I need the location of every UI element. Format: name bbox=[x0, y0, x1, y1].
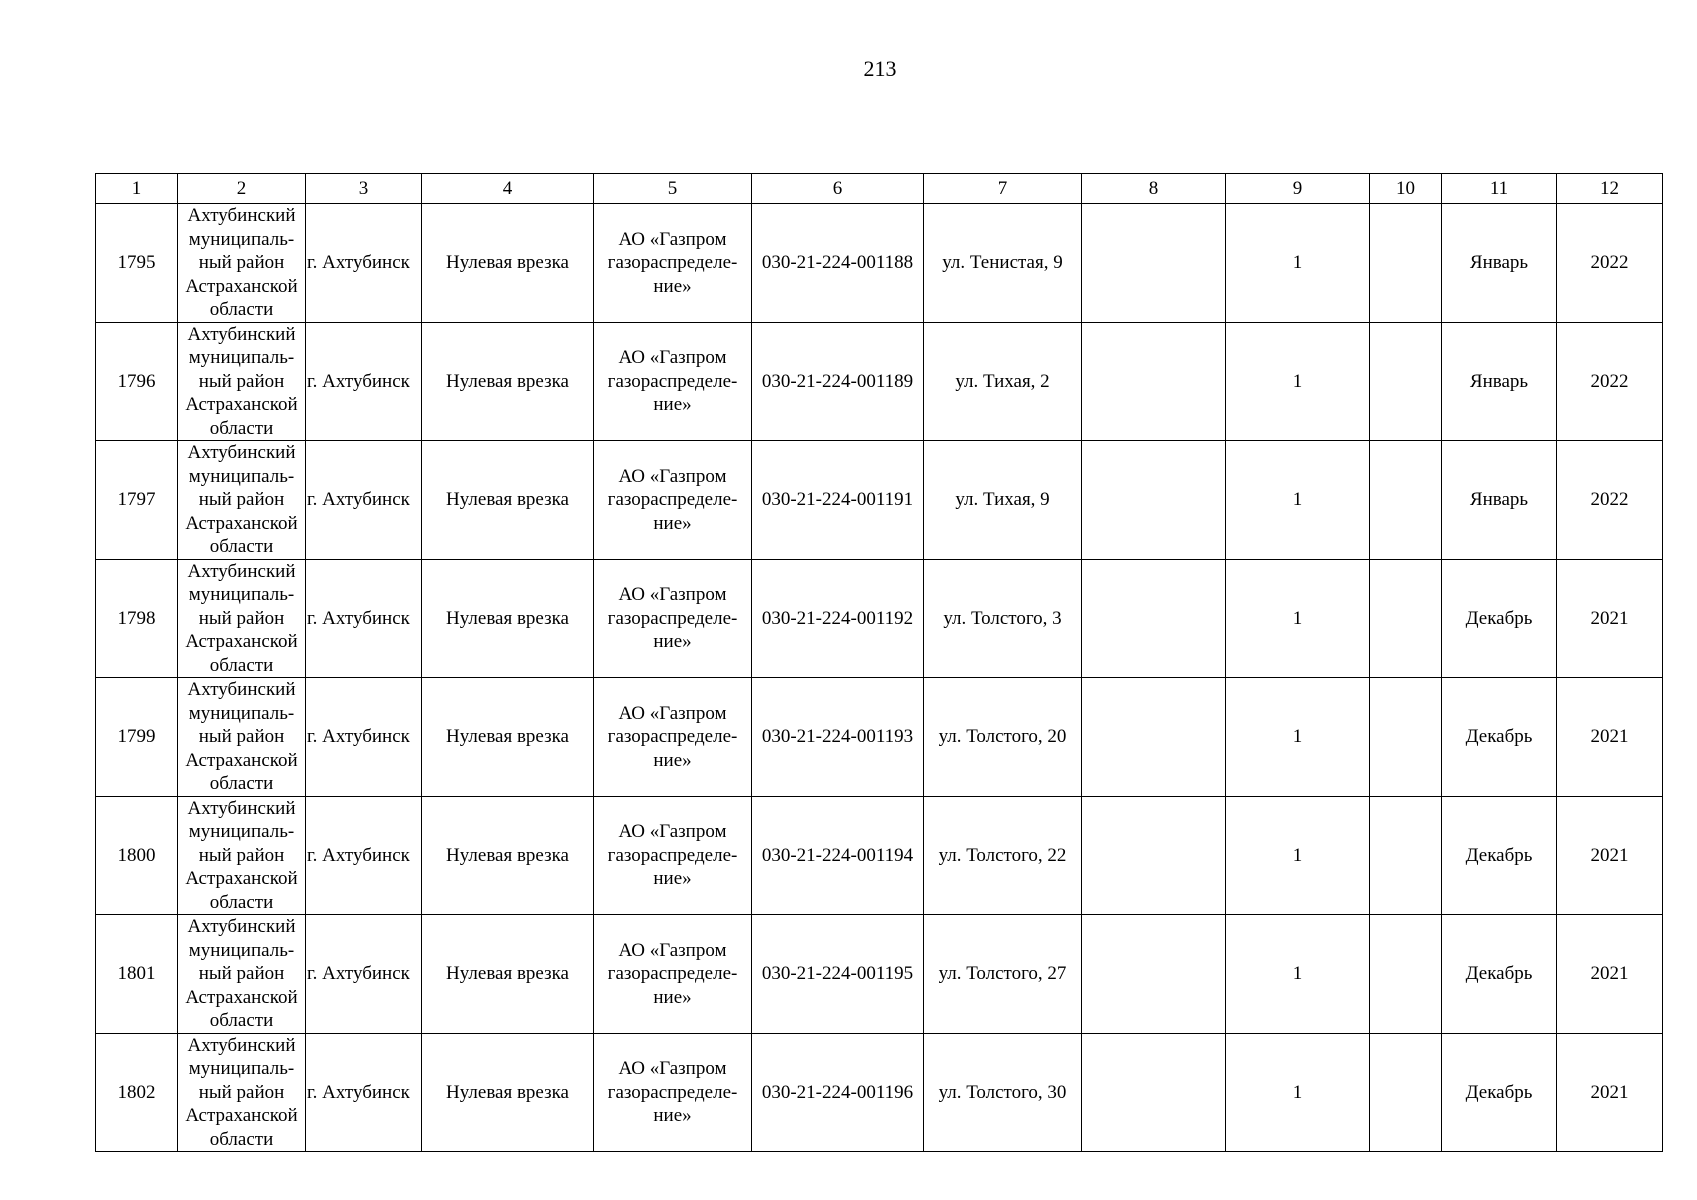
object-code-cell: 030-21-224-001188 bbox=[752, 204, 924, 323]
district-line: Астраханской bbox=[185, 868, 298, 889]
column-8-cell bbox=[1082, 441, 1226, 560]
page-number: 213 bbox=[863, 56, 897, 81]
count-cell: 1 bbox=[1226, 204, 1370, 323]
organization-line: ние» bbox=[653, 394, 692, 415]
district-line: области bbox=[209, 417, 274, 439]
count-cell: 1 bbox=[1226, 678, 1370, 797]
object-code-cell: 030-21-224-001193 bbox=[752, 678, 924, 797]
data-table bbox=[95, 173, 1663, 1152]
district-line: Ахтубинский bbox=[187, 797, 296, 819]
organization-line: АО «Газпром bbox=[618, 939, 727, 961]
row-number: 1798 bbox=[96, 559, 178, 678]
city-cell: г. Ахтубинск bbox=[306, 322, 422, 441]
district-line: Астраханской bbox=[185, 986, 298, 1008]
connection-type-cell: Нулевая врезка bbox=[422, 915, 594, 1034]
column-10-cell bbox=[1370, 1033, 1442, 1152]
district-line: муниципаль- bbox=[188, 584, 295, 605]
address-cell: ул. Толстого, 22 bbox=[924, 796, 1082, 915]
table-row bbox=[96, 441, 1663, 560]
organization-line: газораспределе- bbox=[607, 844, 738, 866]
column-header-4: 4 bbox=[422, 174, 594, 204]
month-cell: Январь bbox=[1442, 322, 1557, 441]
address-cell: ул. Тенистая, 9 bbox=[924, 204, 1082, 323]
year-cell: 2021 bbox=[1557, 1033, 1663, 1152]
city-cell: г. Ахтубинск bbox=[306, 1033, 422, 1152]
column-8-cell bbox=[1082, 678, 1226, 797]
district-line: области bbox=[209, 891, 274, 913]
column-header-7: 7 bbox=[924, 174, 1082, 204]
month-cell: Декабрь bbox=[1442, 559, 1557, 678]
object-code-cell: 030-21-224-001192 bbox=[752, 559, 924, 678]
district-line: области bbox=[209, 1128, 274, 1150]
district-line: Ахтубинский bbox=[187, 679, 296, 700]
column-10-cell bbox=[1370, 796, 1442, 915]
column-header-11: 11 bbox=[1442, 174, 1557, 204]
district-line: муниципаль- bbox=[188, 939, 295, 961]
address-cell: ул. Тихая, 2 bbox=[924, 322, 1082, 441]
object-code-cell: 030-21-224-001196 bbox=[752, 1033, 924, 1152]
district-line: Астраханской bbox=[185, 275, 298, 297]
row-number: 1802 bbox=[96, 1033, 178, 1152]
district-line: Ахтубинский bbox=[187, 1034, 296, 1056]
district-line: муниципаль- bbox=[188, 702, 295, 724]
count-cell: 1 bbox=[1226, 559, 1370, 678]
district-cell bbox=[178, 204, 306, 323]
table-row bbox=[96, 915, 1663, 1034]
district-cell bbox=[178, 796, 306, 915]
object-code-cell: 030-21-224-001194 bbox=[752, 796, 924, 915]
district-cell bbox=[178, 441, 306, 560]
connection-type-cell: Нулевая врезка bbox=[422, 1033, 594, 1152]
column-header-3: 3 bbox=[306, 174, 422, 204]
row-number: 1801 bbox=[96, 915, 178, 1034]
organization-line: АО «Газпром bbox=[618, 347, 727, 368]
organization-line: АО «Газпром bbox=[618, 584, 727, 605]
year-cell: 2021 bbox=[1557, 678, 1663, 797]
district-line: Астраханской bbox=[185, 1105, 298, 1126]
table-row bbox=[96, 322, 1663, 441]
district-line: ный район bbox=[198, 726, 285, 747]
organization-cell bbox=[594, 204, 752, 323]
organization-line: АО «Газпром bbox=[618, 821, 727, 842]
organization-line: ние» bbox=[653, 512, 692, 534]
district-cell bbox=[178, 322, 306, 441]
column-8-cell bbox=[1082, 796, 1226, 915]
month-cell: Январь bbox=[1442, 441, 1557, 560]
table-row bbox=[96, 204, 1663, 323]
column-8-cell bbox=[1082, 204, 1226, 323]
organization-line: АО «Газпром bbox=[618, 702, 727, 724]
district-cell bbox=[178, 559, 306, 678]
organization-line: ние» bbox=[653, 1105, 692, 1126]
year-cell: 2021 bbox=[1557, 915, 1663, 1034]
district-line: ный район bbox=[198, 963, 285, 984]
organization-line: газораспределе- bbox=[607, 963, 738, 984]
district-line: Ахтубинский bbox=[187, 323, 296, 345]
table-row bbox=[96, 678, 1663, 797]
column-header-6: 6 bbox=[752, 174, 924, 204]
district-line: ный район bbox=[198, 370, 285, 392]
organization-line: АО «Газпром bbox=[618, 1058, 727, 1079]
column-10-cell bbox=[1370, 441, 1442, 560]
column-header-5: 5 bbox=[594, 174, 752, 204]
column-8-cell bbox=[1082, 915, 1226, 1034]
district-line: области bbox=[209, 1010, 274, 1031]
organization-line: АО «Газпром bbox=[618, 465, 727, 487]
district-line: ный район bbox=[198, 1081, 285, 1103]
month-cell: Декабрь bbox=[1442, 678, 1557, 797]
connection-type-cell: Нулевая врезка bbox=[422, 796, 594, 915]
address-cell: ул. Тихая, 9 bbox=[924, 441, 1082, 560]
city-cell: г. Ахтубинск bbox=[306, 441, 422, 560]
column-header-12: 12 bbox=[1557, 174, 1663, 204]
address-cell: ул. Толстого, 3 bbox=[924, 559, 1082, 678]
table-row bbox=[96, 796, 1663, 915]
object-code-cell: 030-21-224-001191 bbox=[752, 441, 924, 560]
district-line: ный район bbox=[198, 607, 285, 629]
year-cell: 2021 bbox=[1557, 559, 1663, 678]
organization-line: газораспределе- bbox=[607, 607, 738, 629]
city-cell: г. Ахтубинск bbox=[306, 678, 422, 797]
connection-type-cell: Нулевая врезка bbox=[422, 559, 594, 678]
column-10-cell bbox=[1370, 915, 1442, 1034]
district-line: муниципаль- bbox=[188, 347, 295, 368]
organization-line: ние» bbox=[653, 275, 692, 297]
district-line: муниципаль- bbox=[188, 465, 295, 487]
count-cell: 1 bbox=[1226, 322, 1370, 441]
organization-cell bbox=[594, 915, 752, 1034]
column-10-cell bbox=[1370, 322, 1442, 441]
address-cell: ул. Толстого, 30 bbox=[924, 1033, 1082, 1152]
district-cell bbox=[178, 678, 306, 797]
district-line: ный район bbox=[198, 844, 285, 866]
year-cell: 2022 bbox=[1557, 322, 1663, 441]
column-header-1: 1 bbox=[96, 174, 178, 204]
object-code-cell: 030-21-224-001189 bbox=[752, 322, 924, 441]
connection-type-cell: Нулевая врезка bbox=[422, 204, 594, 323]
month-cell: Декабрь bbox=[1442, 796, 1557, 915]
district-line: муниципаль- bbox=[188, 228, 295, 250]
district-line: области bbox=[209, 654, 274, 676]
object-code-cell: 030-21-224-001195 bbox=[752, 915, 924, 1034]
table-row bbox=[96, 1033, 1663, 1152]
year-cell: 2022 bbox=[1557, 204, 1663, 323]
organization-cell bbox=[594, 678, 752, 797]
district-line: области bbox=[209, 536, 274, 557]
row-number: 1797 bbox=[96, 441, 178, 560]
organization-line: газораспределе- bbox=[607, 726, 738, 747]
column-8-cell bbox=[1082, 1033, 1226, 1152]
district-line: Ахтубинский bbox=[187, 205, 296, 226]
column-8-cell bbox=[1082, 322, 1226, 441]
column-8-cell bbox=[1082, 559, 1226, 678]
count-cell: 1 bbox=[1226, 915, 1370, 1034]
column-10-cell bbox=[1370, 678, 1442, 797]
year-cell: 2021 bbox=[1557, 796, 1663, 915]
month-cell: Январь bbox=[1442, 204, 1557, 323]
header-row bbox=[96, 174, 1663, 204]
count-cell: 1 bbox=[1226, 441, 1370, 560]
address-cell: ул. Толстого, 27 bbox=[924, 915, 1082, 1034]
district-line: Астраханской bbox=[185, 394, 298, 415]
organization-line: АО «Газпром bbox=[618, 228, 727, 250]
organization-line: ние» bbox=[653, 986, 692, 1008]
organization-line: газораспределе- bbox=[607, 1081, 738, 1103]
row-number: 1799 bbox=[96, 678, 178, 797]
organization-cell bbox=[594, 796, 752, 915]
column-10-cell bbox=[1370, 204, 1442, 323]
organization-cell bbox=[594, 1033, 752, 1152]
district-line: Астраханской bbox=[185, 749, 298, 771]
column-header-10: 10 bbox=[1370, 174, 1442, 204]
organization-line: ние» bbox=[653, 868, 692, 889]
district-line: области bbox=[209, 773, 274, 794]
count-cell: 1 bbox=[1226, 796, 1370, 915]
district-line: ный район bbox=[198, 489, 285, 510]
year-cell: 2022 bbox=[1557, 441, 1663, 560]
city-cell: г. Ахтубинск bbox=[306, 915, 422, 1034]
district-line: Астраханской bbox=[185, 631, 298, 652]
connection-type-cell: Нулевая врезка bbox=[422, 441, 594, 560]
column-header-9: 9 bbox=[1226, 174, 1370, 204]
district-cell bbox=[178, 915, 306, 1034]
table-row bbox=[96, 559, 1663, 678]
row-number: 1796 bbox=[96, 322, 178, 441]
organization-line: ние» bbox=[653, 631, 692, 652]
district-line: области bbox=[209, 299, 274, 320]
column-header-2: 2 bbox=[178, 174, 306, 204]
organization-line: газораспределе- bbox=[607, 370, 738, 392]
organization-line: газораспределе- bbox=[607, 489, 738, 510]
district-line: ный район bbox=[198, 252, 285, 273]
district-line: Ахтубинский bbox=[187, 916, 296, 937]
organization-cell bbox=[594, 322, 752, 441]
organization-line: ние» bbox=[653, 749, 692, 771]
city-cell: г. Ахтубинск bbox=[306, 559, 422, 678]
organization-line: газораспределе- bbox=[607, 252, 738, 273]
connection-type-cell: Нулевая врезка bbox=[422, 678, 594, 797]
month-cell: Декабрь bbox=[1442, 1033, 1557, 1152]
district-line: муниципаль- bbox=[188, 1058, 295, 1079]
district-line: Астраханской bbox=[185, 512, 298, 534]
organization-cell bbox=[594, 441, 752, 560]
address-cell: ул. Толстого, 20 bbox=[924, 678, 1082, 797]
district-line: муниципаль- bbox=[188, 821, 295, 842]
district-line: Ахтубинский bbox=[187, 560, 296, 582]
connection-type-cell: Нулевая врезка bbox=[422, 322, 594, 441]
month-cell: Декабрь bbox=[1442, 915, 1557, 1034]
row-number: 1795 bbox=[96, 204, 178, 323]
organization-cell bbox=[594, 559, 752, 678]
count-cell: 1 bbox=[1226, 1033, 1370, 1152]
district-cell bbox=[178, 1033, 306, 1152]
column-header-8: 8 bbox=[1082, 174, 1226, 204]
city-cell: г. Ахтубинск bbox=[306, 204, 422, 323]
district-line: Ахтубинский bbox=[187, 442, 296, 463]
row-number: 1800 bbox=[96, 796, 178, 915]
city-cell: г. Ахтубинск bbox=[306, 796, 422, 915]
column-10-cell bbox=[1370, 559, 1442, 678]
